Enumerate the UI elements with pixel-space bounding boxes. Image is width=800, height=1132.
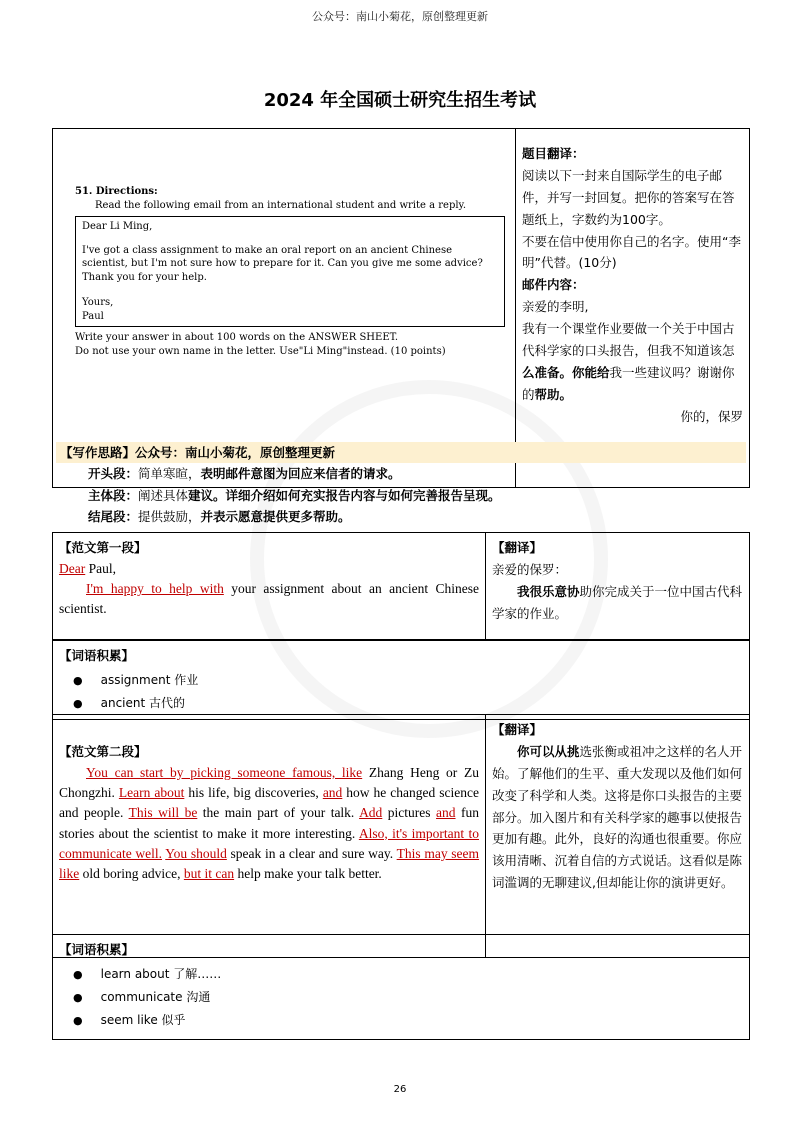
vocab-item: ● learn about 了解…… — [73, 963, 743, 986]
para2-trans-text: 你可以从挑选张衡或祖冲之这样的名人开始。了解他们的生平、重大发现以及他们如何改变了科学和人类。这将是你口头报告的主要部分。加入图片和有关科学家的趣事以使报告更加有趣。此外，良好的沟通也很重要。你应该用清晰、沉着自信的方式说话。这看似是陈词滥调的无聊建议,但却能让你的演讲更好。 — [492, 743, 743, 891]
text-segment: Zhang Heng or Zu Chongzhi. — [59, 764, 479, 801]
para2-table — [52, 714, 750, 958]
vocab1-cell — [53, 641, 750, 720]
para2-cell — [53, 715, 486, 958]
email-body: I've got a class assignment to make an oral report on an ancient Chinese scientist, but I'm not sure how to prepare for it. Can you give me some advice? Thank you for your help. — [82, 244, 483, 283]
vocab-item: ● seem like 似乎 — [73, 1009, 743, 1032]
email-box — [75, 216, 505, 327]
idea-line-opening: 开头段：简单寒暄，表明邮件意图为回应来信者的请求。 — [88, 466, 401, 482]
highlight-phrase: This will be — [128, 805, 198, 821]
vocab2-table — [52, 934, 750, 1040]
vocab2-cell — [53, 935, 750, 1040]
email-closing: Yours, — [82, 297, 114, 308]
text-segment: his life, big discoveries, — [184, 785, 323, 801]
highlight-phrase: and — [436, 805, 456, 821]
para1-table — [52, 532, 750, 640]
para1-trans-greeting: 亲爱的保罗： — [492, 561, 568, 577]
para1-heading: 【范文第一段】 — [59, 540, 147, 555]
email-signature: Paul — [82, 310, 104, 322]
idea-line-closing: 结尾段：提供鼓励，并表示愿意提供更多帮助。 — [88, 508, 351, 524]
para1-translation-cell — [486, 533, 750, 640]
question-footer-1: Write your answer in about 100 words on the ANSWER SHEET. — [75, 332, 398, 343]
highlight-phrase: You can start by picking someone famous, like — [86, 764, 363, 780]
para2-trans-heading: 【翻译】 — [492, 722, 543, 737]
para1-greeting: Dear Paul, — [59, 560, 116, 576]
question-table — [52, 128, 750, 488]
highlight-phrase: Learn about — [118, 785, 185, 801]
para1-cell — [53, 533, 486, 640]
mail-body: 我有一个课堂作业要做一个关于中国古代科学家的口头报告，但我不知道该怎么准备。你能给我一些建议吗？谢谢你的帮助。 — [522, 321, 735, 402]
vocab-item: ● ancient 古代的 — [73, 692, 743, 715]
question-cell — [53, 129, 516, 488]
mail-sign: 你的，保罗 — [680, 408, 743, 424]
para1-text: I'm happy to help with your assignment about an ancient Chinese scientist. — [59, 581, 479, 617]
email-greeting: Dear Li Ming, — [82, 221, 153, 232]
vocab-item: ● communicate 沟通 — [73, 986, 743, 1009]
vocab1-list — [59, 669, 743, 715]
idea-label: 【写作思路】公众号：南山小菊花，原创整理更新 — [56, 442, 746, 463]
text-segment: how he changed science and people. — [59, 785, 479, 821]
page-title: 2024 年全国硕士研究生招生考试 — [263, 90, 537, 111]
question-footer-2: Do not use your own name in the letter. Use"Li Ming"instead. (10 points) — [75, 345, 446, 357]
vocab-item: ● assignment 作业 — [73, 669, 743, 692]
highlight-phrase: You should — [165, 845, 227, 861]
translation-heading: 题目翻译： — [522, 146, 585, 161]
page-number: 26 — [393, 1084, 407, 1095]
vocab2-heading: 【词语积累】 — [59, 942, 135, 957]
highlight-phrase: and — [322, 785, 343, 801]
para2-translation-cell — [486, 715, 750, 958]
vocab2-list — [59, 963, 743, 1032]
highlight-phrase: but it can — [183, 866, 235, 882]
text-segment: old boring advice, — [79, 866, 184, 882]
highlight-phrase: Also, it's important to communicate well. — [59, 825, 479, 861]
text-segment: help make your talk better. — [234, 866, 382, 882]
question-number: 51. Directions: — [75, 186, 158, 197]
translation-body: 阅读以下一封来自国际学生的电子邮件，并写一封回复。把你的答案写在答题纸上，字数约为100字。 — [522, 167, 735, 227]
para2-heading: 【范文第二段】 — [59, 744, 147, 759]
question-instruction: Read the following email from an international student and write a reply. — [95, 199, 467, 211]
writing-idea — [56, 442, 746, 527]
text-segment: the main part of your talk. — [197, 805, 360, 821]
page-header: 公众号：南山小菊花，原创整理更新 — [312, 10, 488, 23]
para1-trans-text: 我很乐意协助你完成关于一位中国古代科学家的作业。 — [492, 583, 743, 621]
text-segment: pictures — [382, 805, 437, 821]
mail-heading: 邮件内容： — [522, 277, 585, 293]
para1-trans-heading: 【翻译】 — [492, 540, 543, 555]
mail-greeting: 亲爱的李明, — [522, 299, 589, 315]
text-segment: fun stories about the scientist to make it more interesting. — [59, 805, 480, 841]
translation-body-2: 不要在信中使用你自己的名字。使用“李明”代替。(10分) — [522, 233, 741, 271]
translation-cell — [516, 129, 750, 488]
highlight-phrase: This may seem like — [59, 845, 480, 882]
vocab1-heading: 【词语积累】 — [59, 648, 135, 663]
vocab1-table — [52, 640, 750, 720]
text-segment: speak in a clear and sure way. — [226, 845, 397, 861]
para2-text — [59, 763, 479, 885]
highlight-phrase: Add — [359, 805, 383, 821]
idea-line-body: 主体段：阐述具体建议。详细介绍如何充实报告内容与如何完善报告呈现。 — [88, 487, 501, 503]
